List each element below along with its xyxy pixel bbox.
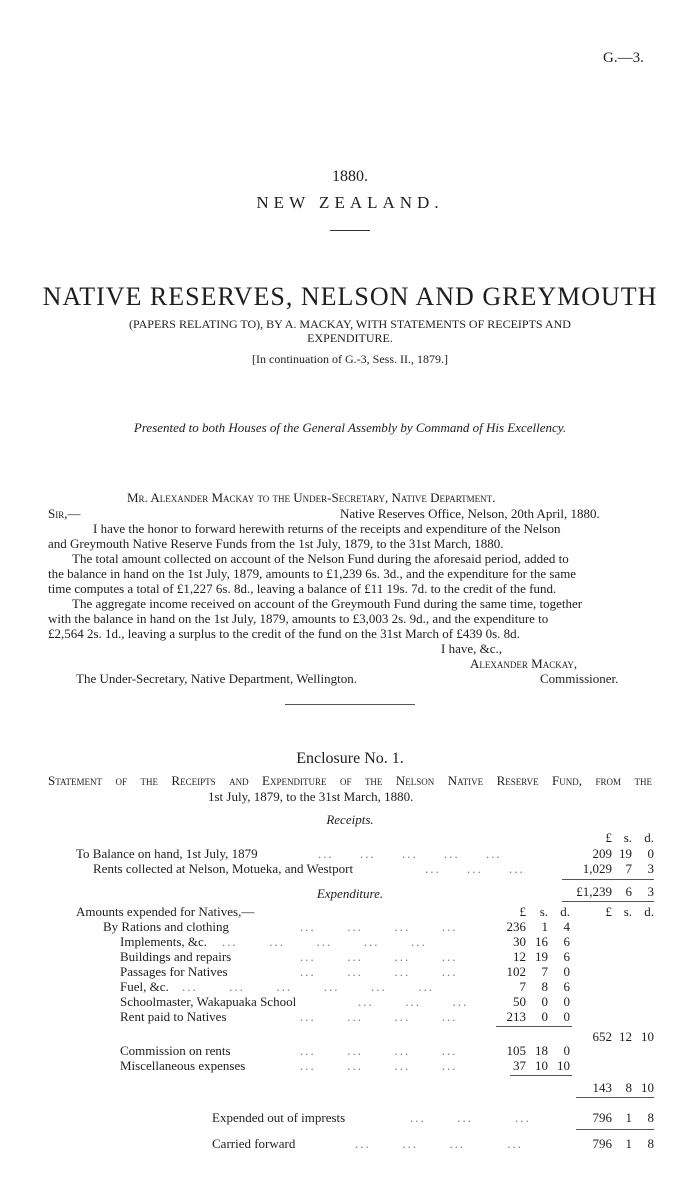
expenditure-group-label: Amounts expended for Natives,—: [76, 904, 255, 919]
exp-header-shillings: s.: [539, 904, 548, 919]
expenditure-row-label: By Rations and clothing: [103, 919, 230, 934]
receipt-amount-pence: 0: [647, 846, 654, 861]
expenditure-row-label: Miscellaneous expenses: [120, 1058, 246, 1073]
subtotal-2-pence: 10: [641, 1080, 654, 1095]
letter-line-1: I have the honor to forward herewith returns of the receipts and expenditure of the Nelson: [93, 521, 561, 536]
statement-line-1-text: Statement of the Receipts and Expenditure of the Nelson Native Reserve Fund, from the: [48, 773, 652, 788]
document-title: NATIVE RESERVES, NELSON AND GREYMOUTH: [42, 282, 658, 311]
subtotal-rule: [496, 1026, 572, 1027]
letter-office-date: Native Reserves Office, Nelson, 20th April, 1880.: [340, 506, 600, 521]
receipts-header-pounds: £: [605, 830, 612, 845]
subtotal-rule: [576, 1097, 654, 1098]
statement-line-1: [48, 773, 652, 789]
expenditure-pounds: 102: [506, 964, 526, 979]
expenditure-shillings: 10: [535, 1058, 548, 1073]
leader-dots: ... ... ... ...: [300, 1009, 458, 1024]
page-reference: G.—3.: [603, 50, 644, 66]
expenditure-pence: 0: [563, 1009, 570, 1024]
leader-dots: ... ... ... ...: [300, 1043, 458, 1058]
carried-forward-pence: 8: [647, 1136, 654, 1151]
receipts-sum-rule: [562, 879, 654, 880]
expenditure-pence: 6: [563, 934, 570, 949]
presented-line: Presented to both Houses of the General Assembly by Command of His Excellency.: [133, 420, 567, 435]
expenditure-shillings: 1: [541, 919, 548, 934]
receipt-amount-pounds: 1,029: [582, 861, 612, 876]
leader-dots: ... ... ...: [410, 1110, 531, 1125]
imprests-pence: 8: [647, 1110, 654, 1125]
exp-header-total-pence: d.: [644, 904, 654, 919]
exp-header-pence: d.: [560, 904, 570, 919]
expenditure-shillings: 16: [535, 934, 548, 949]
letter-line-8: £2,564 2s. 1d., leaving a surplus to the credit of the fund on the 31st March of £439 0s. 8d.: [48, 626, 520, 641]
subtotal-2-pounds: 143: [592, 1080, 612, 1095]
exp-header-total-shillings: s.: [623, 904, 632, 919]
expenditure-pence: 10: [557, 1058, 570, 1073]
expenditure-shillings: 0: [541, 1009, 548, 1024]
carried-rule: [576, 1129, 654, 1130]
expenditure-pounds: 50: [513, 994, 526, 1009]
imprests-label: Expended out of imprests: [212, 1110, 346, 1125]
expenditure-pounds: 30: [513, 934, 526, 949]
subtotal-rule: [510, 1075, 572, 1076]
receipt-amount-shillings: 7: [625, 861, 632, 876]
expenditure-row-label: Schoolmaster, Wakapuaka School: [120, 994, 297, 1009]
expenditure-shillings: 0: [541, 994, 548, 1009]
subtotal-1-pounds: 652: [592, 1029, 612, 1044]
expenditure-row-label: Buildings and repairs: [120, 949, 232, 964]
expenditure-heading: Expenditure.: [316, 886, 384, 901]
leader-dots: ... ... ... ...: [300, 919, 458, 934]
expenditure-row-label: Passages for Natives: [120, 964, 228, 979]
expenditure-pounds: 12: [513, 949, 526, 964]
letter-role: Commissioner.: [540, 671, 619, 686]
expenditure-pounds: 213: [506, 1009, 526, 1024]
expenditure-shillings: 7: [541, 964, 548, 979]
leader-dots: ... ... ... ... ...: [318, 846, 502, 861]
expenditure-shillings: 18: [535, 1043, 548, 1058]
carried-forward-shillings: 1: [625, 1136, 632, 1151]
receipt-row-label: Rents collected at Nelson, Motueka, and Westport: [93, 861, 354, 876]
year: 1880.: [332, 168, 368, 185]
letter-addressee: The Under-Secretary, Native Department, Wellington.: [76, 671, 357, 686]
expenditure-row-label: Rent paid to Natives: [120, 1009, 227, 1024]
title-rule: [330, 230, 370, 231]
leader-dots: ... ... ... ...: [355, 1136, 523, 1151]
receipt-row-label: To Balance on hand, 1st July, 1879: [76, 846, 258, 861]
expenditure-pounds: 7: [519, 979, 526, 994]
expenditure-row-label: Implements, &c.: [120, 934, 208, 949]
letter-signature: Alexander Mackay,: [470, 656, 578, 671]
expenditure-pence: 6: [563, 979, 570, 994]
receipt-amount-pounds: 209: [592, 846, 612, 861]
leader-dots: ... ... ...: [425, 861, 525, 876]
imprests-pounds: 796: [592, 1110, 612, 1125]
leader-dots: ... ... ...: [358, 994, 469, 1009]
receipts-total-pounds: £1,239: [576, 884, 612, 899]
expenditure-pence: 6: [563, 949, 570, 964]
expenditure-pence: 0: [563, 964, 570, 979]
expenditure-pence: 4: [563, 919, 570, 934]
expenditure-shillings: 19: [535, 949, 548, 964]
letter-line-4: the balance in hand on the 1st July, 1879, amounts to £1,239 6s. 3d., and the expenditure for the same: [48, 566, 577, 581]
expenditure-shillings: 8: [541, 979, 548, 994]
exp-header-total-pounds: £: [605, 904, 612, 919]
receipts-total-pence: 3: [647, 884, 654, 899]
leader-dots: ... ... ... ...: [300, 1058, 458, 1073]
continuation-note: [In continuation of G.-3, Sess. II., 1879.]: [252, 352, 448, 366]
expenditure-pence: 0: [563, 1043, 570, 1058]
expenditure-pounds: 105: [506, 1043, 526, 1058]
expenditure-row-label: Commission on rents: [120, 1043, 231, 1058]
receipts-header-pence: d.: [644, 830, 654, 845]
exp-header-pounds: £: [519, 904, 526, 919]
letter-heading: Mr. Alexander Mackay to the Under-Secretary, Native Department.: [127, 490, 496, 505]
country-heading: NEW ZEALAND.: [256, 193, 444, 212]
subtotal-2-shillings: 8: [625, 1080, 632, 1095]
statement-line-2: 1st July, 1879, to the 31st March, 1880.: [208, 789, 414, 804]
letter-line-7: with the balance in hand on the 1st July, 1879, amounts to £3,003 2s. 9d., and the expenditure to: [48, 611, 549, 626]
imprests-shillings: 1: [625, 1110, 632, 1125]
letter-line-5: time computes a total of £1,227 6s. 8d., leaving a balance of £11 19s. 7d. to the credit of the fund.: [48, 581, 557, 596]
leader-dots: ... ... ... ... ...: [222, 934, 427, 949]
receipts-heading: Receipts.: [326, 812, 374, 827]
section-divider: [285, 704, 415, 705]
subtotal-1-pence: 10: [641, 1029, 654, 1044]
subtitle-line-1: (PAPERS RELATING TO), BY A. MACKAY, WITH STATEMENTS OF RECEIPTS AND: [129, 317, 571, 331]
letter-line-3: The total amount collected on account of the Nelson Fund during the aforesaid period, added to: [72, 551, 569, 566]
receipt-amount-pence: 3: [647, 861, 654, 876]
leader-dots: ... ... ... ...: [300, 964, 458, 979]
expenditure-pounds: 236: [506, 919, 526, 934]
subtitle-line-2: EXPENDITURE.: [307, 331, 393, 345]
receipts-total-shillings: 6: [625, 884, 632, 899]
letter-closing: I have, &c.,: [441, 641, 503, 656]
carried-forward-pounds: 796: [592, 1136, 612, 1151]
expenditure-pence: 0: [563, 994, 570, 1009]
receipts-header-shillings: s.: [623, 830, 632, 845]
letter-line-6: The aggregate income received on account of the Greymouth Fund during the same time, together: [72, 596, 583, 611]
letter-salutation: Sir,—: [48, 506, 81, 521]
carried-forward-label: Carried forward: [212, 1136, 296, 1151]
enclosure-title: Enclosure No. 1.: [296, 750, 404, 767]
expenditure-row-label: Fuel, &c.: [120, 979, 169, 994]
expenditure-pounds: 37: [513, 1058, 526, 1073]
receipt-amount-shillings: 19: [619, 846, 632, 861]
leader-dots: ... ... ... ...: [300, 949, 458, 964]
letter-line-2: and Greymouth Native Reserve Funds from the 1st July, 1879, to the 31st March, 1880.: [48, 536, 504, 551]
subtotal-1-shillings: 12: [619, 1029, 632, 1044]
leader-dots: ... ... ... ... ... ...: [182, 979, 434, 994]
